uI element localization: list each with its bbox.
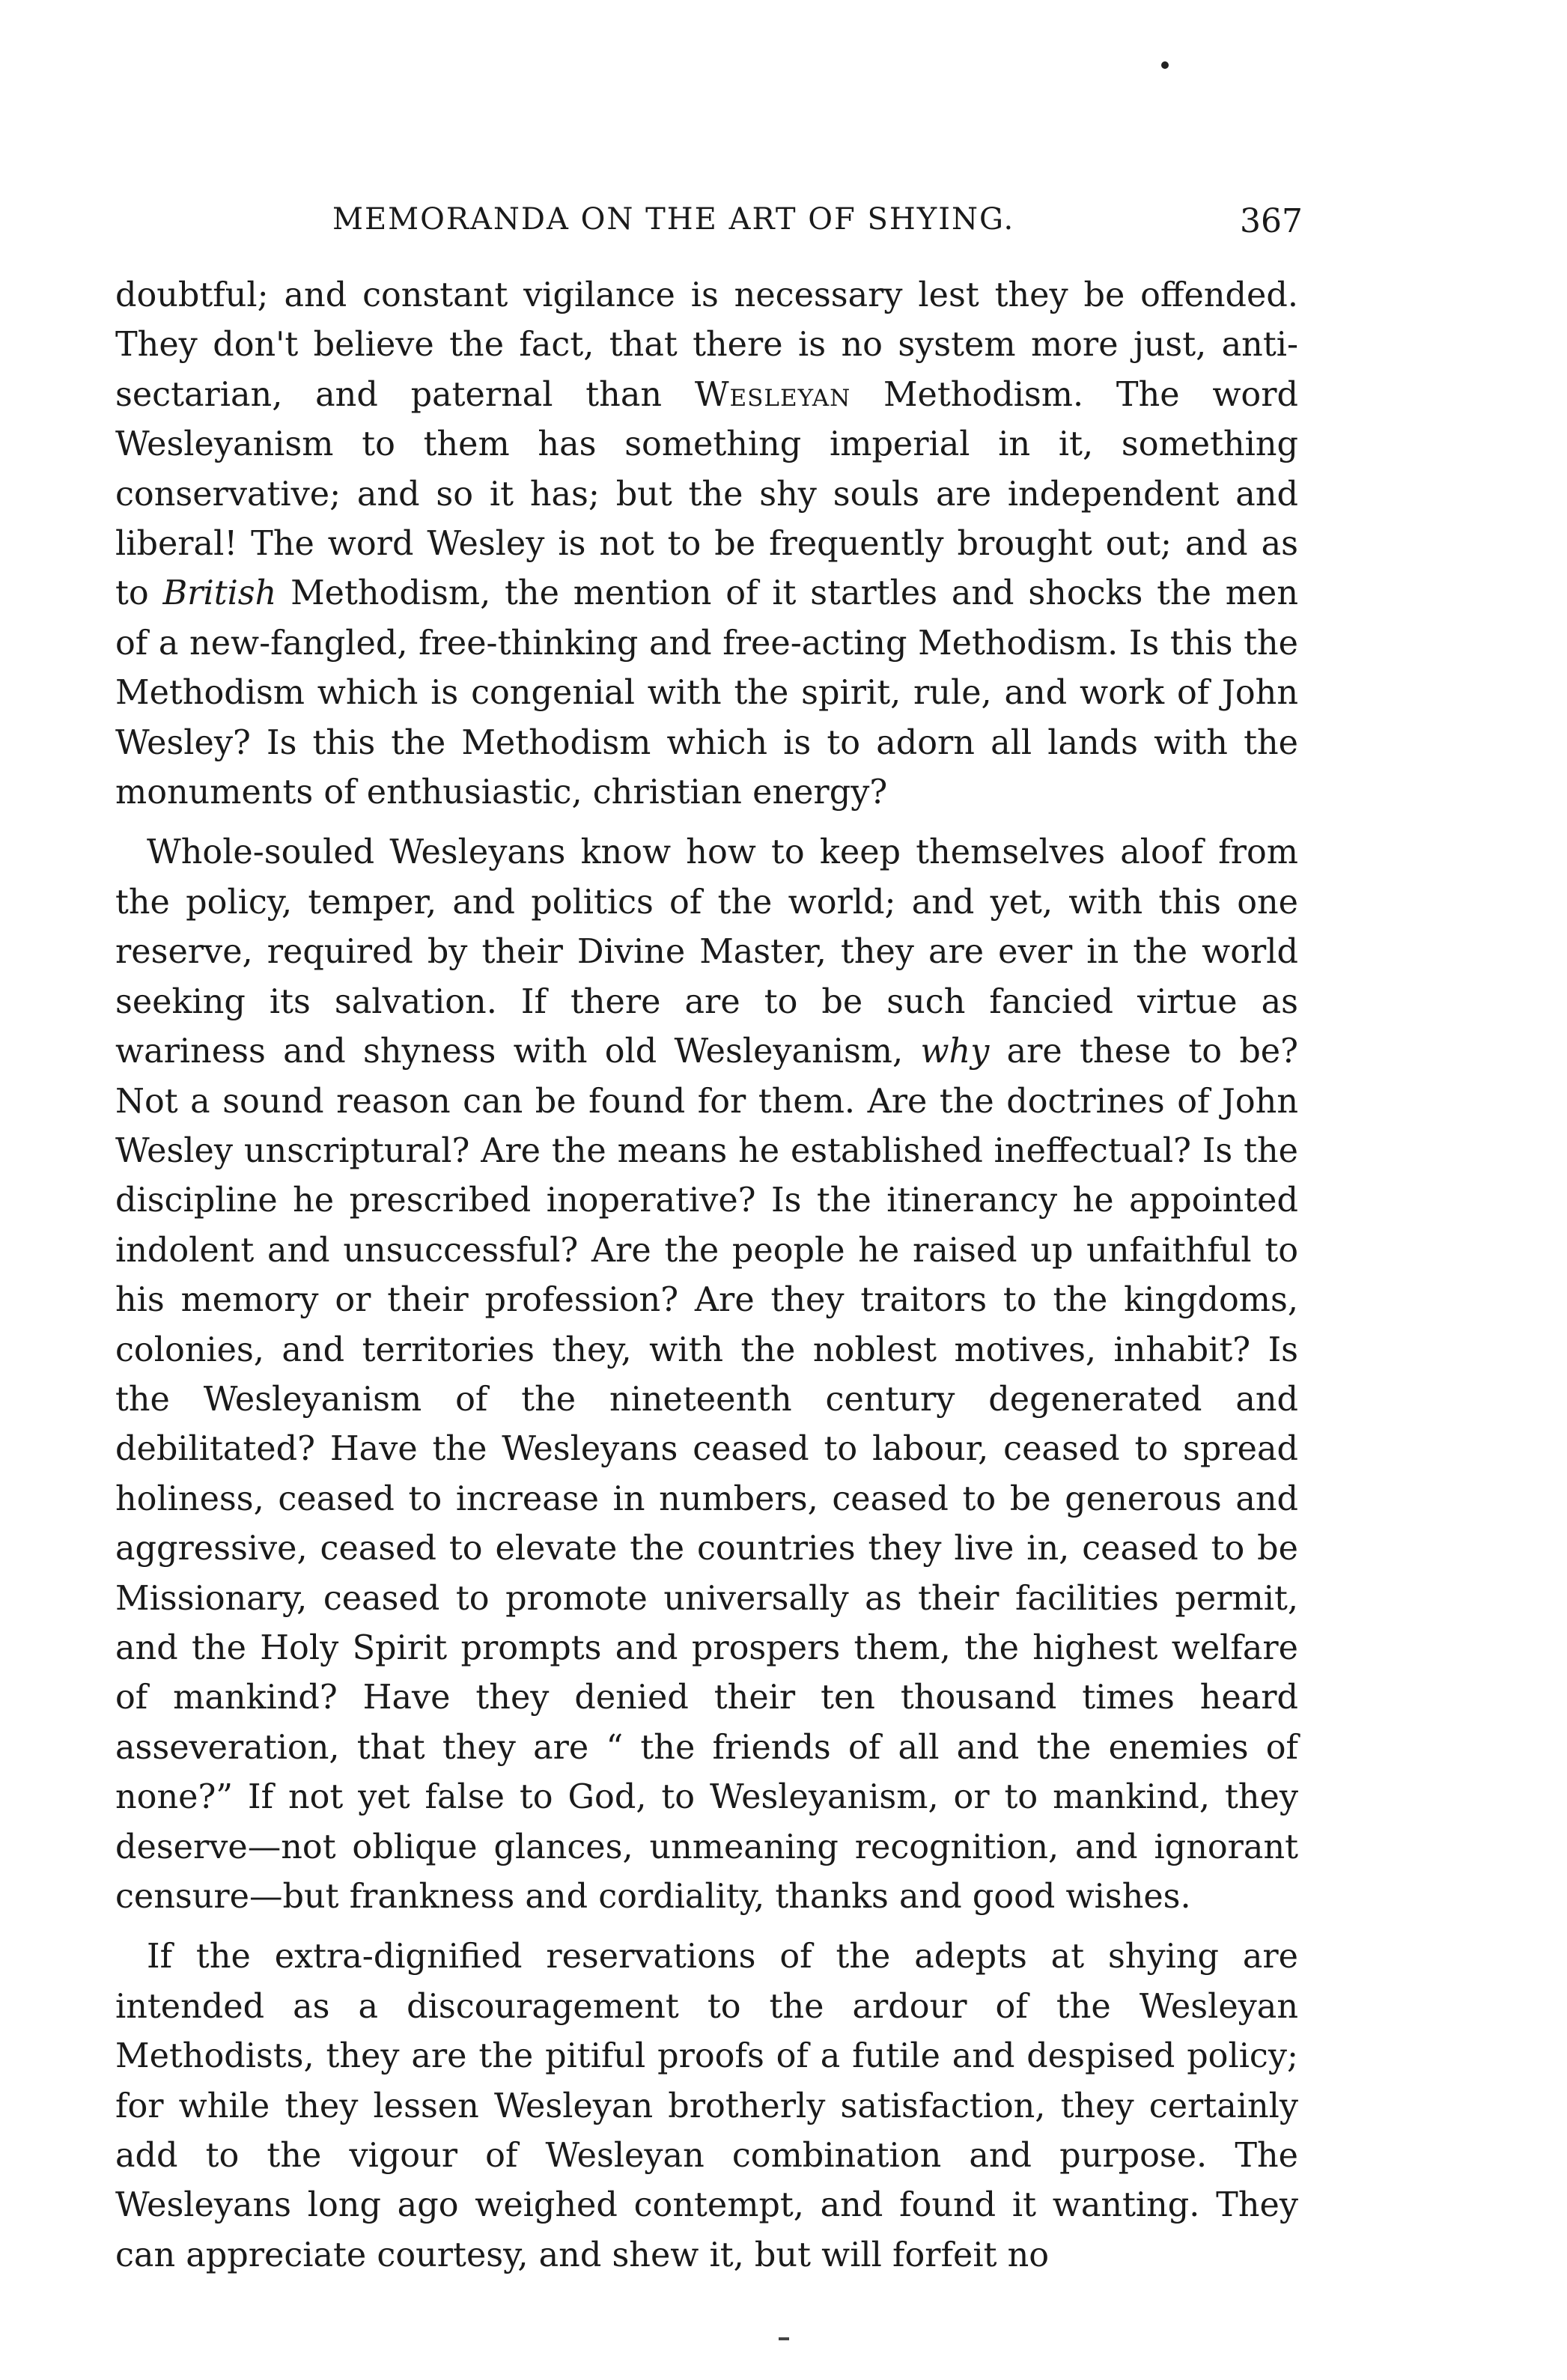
paragraph-text: are these to be? Not a sound reason can be found for them. Are the doctrines of John Wesley unscriptural? Are the means he established ineffectual? Is the discipline he prescribed inoperative? Is the itinerancy he appointed indolent and unsuccessful? Are the people he raised up unfaithful to his memory or their profession? Are they traitors to the kingdoms, colonies, and territories they, with the noblest motives, inhabit? Is the Wesleyanism of the nineteenth century degenerated and debilitated? Have the Wesleyans ceased to labour, ceased to spread holiness, ceased to increase in numbers, ceased to be generous and aggressive, ceased to elevate the countries they live in, ceased to be Missionary, ceased to promote universally as their facilities permit, and the Holy Spirit prompts and prospers them, the highest welfare of mankind? Have they denied their ten thousand times heard asseveration, that they are “ the friends of all and the enemies of none?” If not yet false to God, to Wesleyanism, or to mankind, they deserve—not oblique glances, unmeaning recognition, and ignorant censure—but frankness and cordiality, thanks and good wishes.	[115, 1032, 1298, 1916]
italic-text: why	[920, 1032, 990, 1071]
paragraph-text: Whole-souled Wesleyans know how to keep themselves aloof from the policy, temper, and politics of the world; and yet, with this one reserve, required by their Divine Master, they are ever in the world seeking its salvation. If there are to be such fancied virtue as wariness and shyness with old Wesleyanism,	[115, 833, 1298, 1071]
running-title: MEMORANDA ON THE ART OF SHYING.	[332, 202, 1015, 237]
page-number: 367	[1240, 202, 1303, 240]
book-page	[115, 202, 1303, 2280]
print-mark	[779, 2337, 789, 2340]
body-text	[115, 271, 1298, 2280]
paragraph-text: doubtful; and constant vigilance is necessary lest they be offended. They don't believe the fact, that there is no system more just, anti-sectarian, and paternal than	[115, 276, 1298, 414]
paragraph	[115, 271, 1298, 818]
paragraph	[115, 1932, 1298, 2280]
paragraph	[115, 828, 1298, 1922]
print-speck	[1161, 61, 1169, 69]
running-head	[115, 202, 1303, 250]
paragraph-text: Methodism, the mention of it startles and shocks the men of a new-fangled, free-thinking and free-acting Methodism. Is this the Methodism which is congenial with the spirit, rule, and work of John Wesley? Is this the Methodism which is to adorn all lands with the monuments of enthusiastic, christian energy?	[115, 574, 1298, 812]
smallcaps-text: Wesleyan	[694, 375, 851, 414]
italic-text: British	[162, 574, 277, 613]
paragraph-text: If the extra-dignified reservations of the adepts at shying are intended as a discouragement to the ardour of the Wesleyan Methodists, they are the pitiful proofs of a futile and despised policy; for while they lessen Wesleyan brotherly satisfaction, they certainly add to the vigour of Wesleyan combination and purpose. The Wesleyans long ago weighed contempt, and found it wanting. They can appreciate courtesy, and shew it, but will forfeit no	[115, 1938, 1298, 2274]
paragraph-text: Methodism. The word Wesleyanism to them has something imperial in it, something conservative; and so it has; but the shy souls are independent and liberal! The word Wesley is not to be frequently brought out; and as to	[115, 375, 1298, 613]
